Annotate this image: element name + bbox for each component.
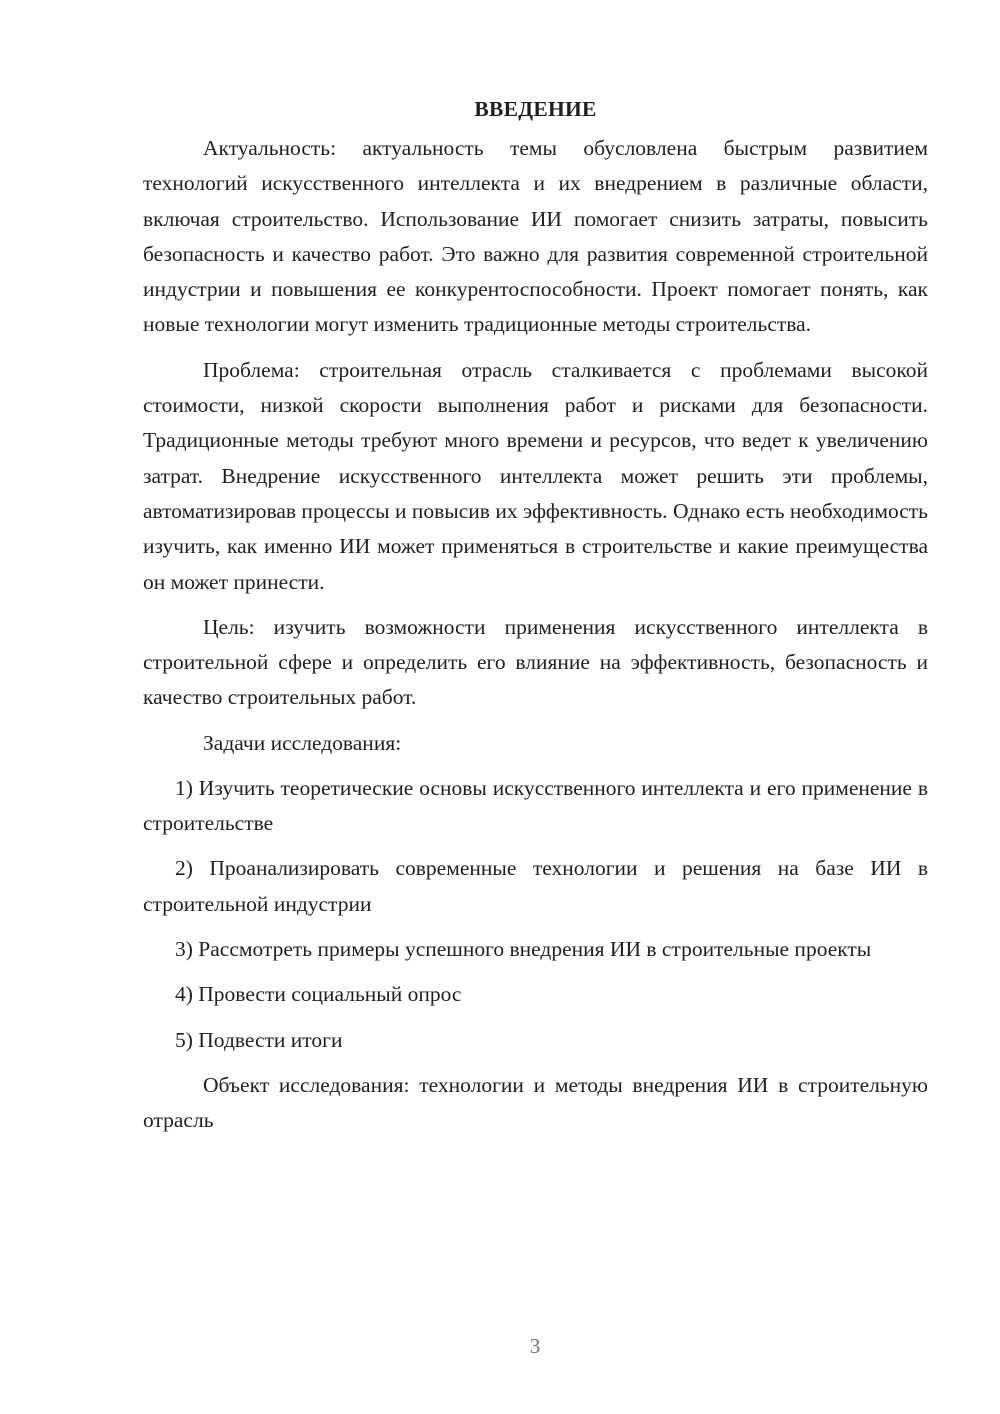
list-item: 4) Провести социальный опрос	[175, 982, 462, 1007]
paragraph-relevance: Актуальность: актуальность темы обусловлена быстрым развитием технологий искусственного интеллекта и их внедрением в различные области, включая строительство. Использование ИИ помогает снизить затраты, повысить безопасность и качество работ. Это важно для развития современной строительной индустрии и повышения ее конкурентоспособности. Проект помогает понять, как новые технологии могут изменить традиционные методы строительства.	[143, 136, 928, 337]
list-item: 2) Проанализировать современные технологии и решения на базе ИИ в строительной индустрии	[143, 856, 928, 916]
paragraph-goal: Цель: изучить возможности применения искусственного интеллекта в строительной сфере и определить его влияние на эффективность, безопасность и качество строительных работ.	[143, 614, 928, 710]
tasks-list	[143, 771, 928, 1058]
paragraph-object: Объект исследования: технологии и методы внедрения ИИ в строительную отрасль	[143, 1072, 928, 1133]
tasks-heading: Задачи исследования:	[203, 730, 402, 755]
page-title: ВВЕДЕНИЕ	[474, 97, 597, 121]
list-item: 1) Изучить теоретические основы искусственного интеллекта и его применение в строительстве	[143, 775, 928, 836]
document-page	[143, 92, 928, 1148]
page-number: 3	[529, 1334, 541, 1358]
list-item: 5) Подвести итоги	[175, 1027, 343, 1052]
paragraph-problem: Проблема: строительная отрасль сталкивается с проблемами высокой стоимости, низкой скорости выполнения работ и рисками для безопасности. Традиционные методы требуют много времени и ресурсов, что ведет к увеличению затрат. Внедрение искусственного интеллекта может решить эти проблемы, автоматизировав процессы и повысив их эффективность. Однако есть необходимость изучить, как именно ИИ может применяться в строительстве и какие преимущества он может принести.	[143, 357, 928, 594]
list-item: 3) Рассмотреть примеры успешного внедрения ИИ в строительные проекты	[175, 936, 872, 961]
